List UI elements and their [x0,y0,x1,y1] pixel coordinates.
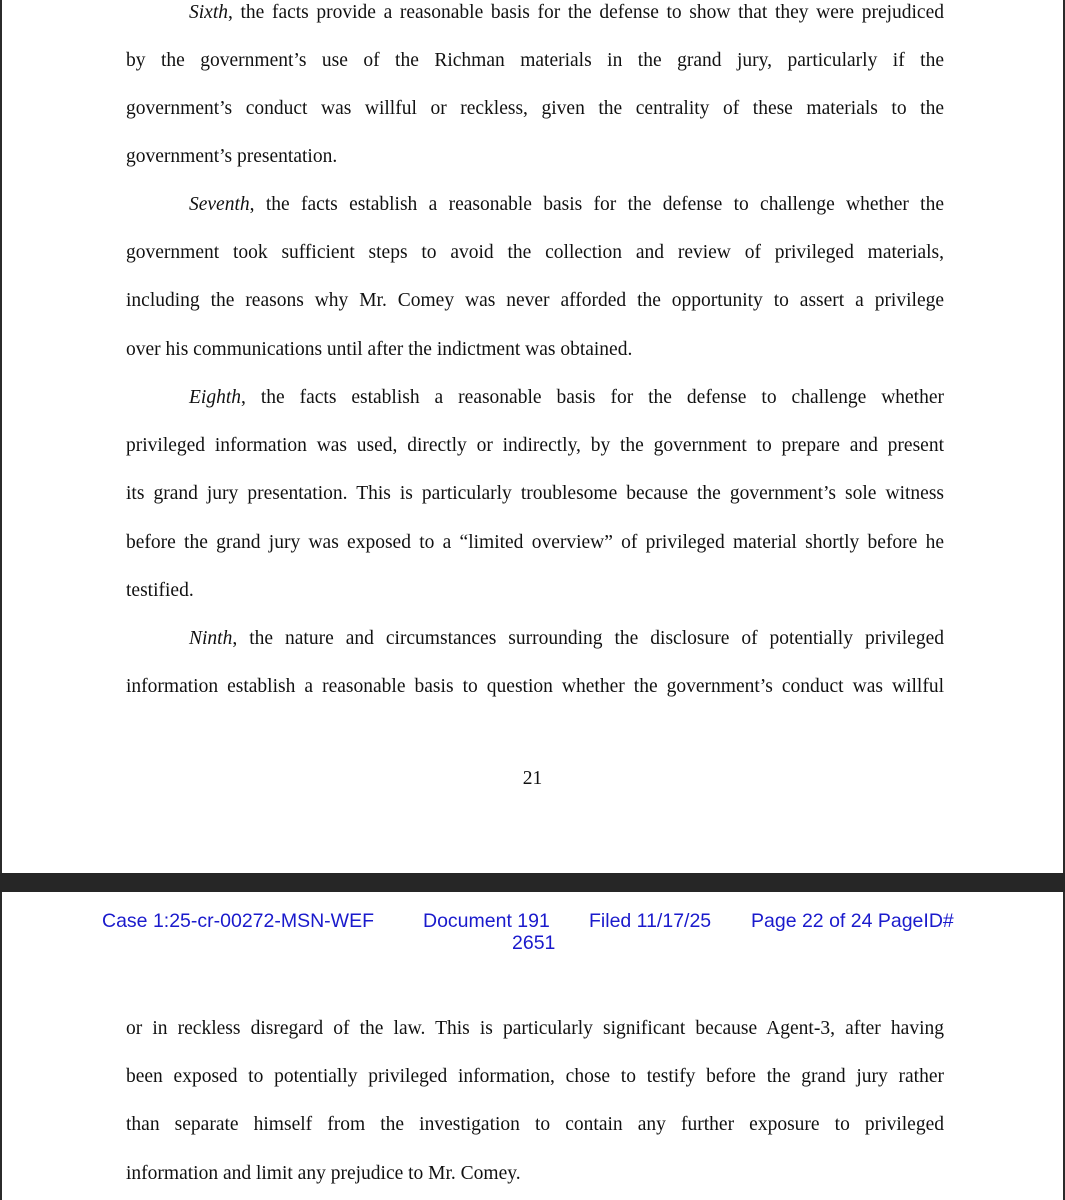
body-line: government’s conduct was willful or reckless, given the centrality of these materials to the [126,98,944,119]
page-divider [0,873,1065,892]
body-line: or in reckless disregard of the law. This is particularly significant because Agent-3, after having [126,1018,944,1039]
case-header [0,910,1065,960]
body-line: government took sufficient steps to avoid the collection and review of privileged materials, [126,242,944,263]
body-line: information and limit any prejudice to Mr. Comey. [126,1163,521,1184]
body-line: over his communications until after the indictment was obtained. [126,339,633,360]
body-line: Seventh, the facts establish a reasonable basis for the defense to challenge whether the [189,194,944,215]
body-line: including the reasons why Mr. Comey was never afforded the opportunity to assert a privilege [126,290,944,311]
body-line: been exposed to potentially privileged information, chose to testify before the grand jury rather [126,1066,944,1087]
page-id-number: 2651 [512,932,556,954]
page-number: 21 [522,768,543,789]
document-number: Document 191 [423,910,550,932]
body-line: information establish a reasonable basis to question whether the government’s conduct was willful [126,676,944,697]
body-line: government’s presentation. [126,146,338,167]
paragraph-lead: Sixth [189,2,228,23]
paragraph-lead: Ninth [189,628,233,649]
body-line: by the government’s use of the Richman materials in the grand jury, particularly if the [126,50,944,71]
body-line: privileged information was used, directly or indirectly, by the government to prepare and present [126,435,944,456]
page-count: Page 22 of 24 PageID# [751,910,954,932]
body-line: than separate himself from the investigation to contain any further exposure to privileged [126,1114,944,1135]
paragraph-lead: Eighth [189,387,241,408]
body-line: Eighth, the facts establish a reasonable basis for the defense to challenge whether [189,387,944,408]
body-line: before the grand jury was exposed to a “limited overview” of privileged material shortly before he [126,532,944,553]
body-line: testified. [126,580,194,601]
body-line: Sixth, the facts provide a reasonable basis for the defense to show that they were prejudiced [189,2,944,23]
body-line: its grand jury presentation. This is particularly troublesome because the government’s sole witness [126,483,944,504]
filed-date: Filed 11/17/25 [589,910,712,932]
paragraph-lead: Seventh [189,194,250,215]
body-line: Ninth, the nature and circumstances surrounding the disclosure of potentially privileged [189,628,944,649]
case-number: Case 1:25-cr-00272-MSN-WEF [102,910,374,932]
